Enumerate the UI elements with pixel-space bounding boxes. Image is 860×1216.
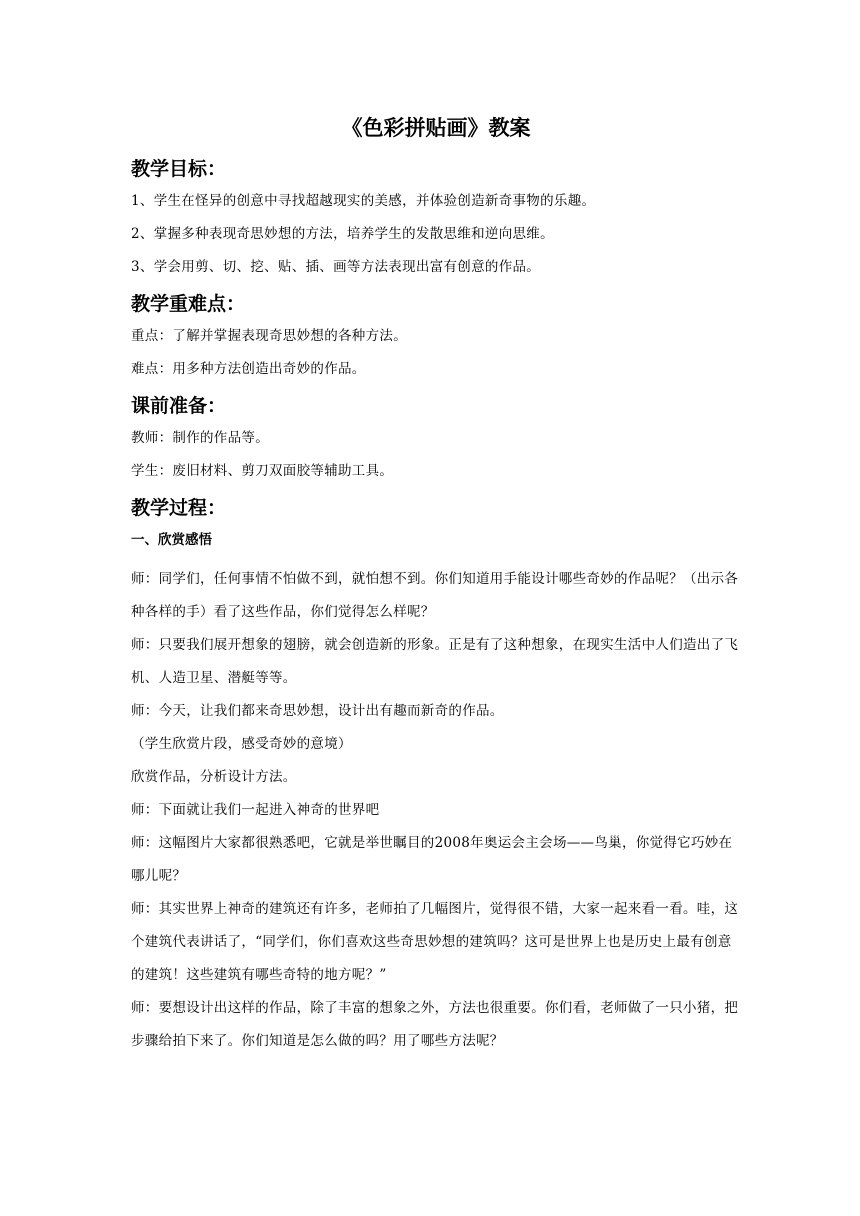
process-paragraph-1: 师：同学们，任何事情不怕做不到，就怕想不到。你们知道用手能设计哪些奇妙的作品呢？（出示各种各样的手）看了这些作品，你们觉得怎么样呢？	[131, 571, 739, 620]
preparation-item-1: 教师：制作的作品等。	[131, 430, 269, 446]
objectives-heading: 教学目标：	[131, 158, 227, 180]
process-paragraph-2: 师：只要我们展开想象的翅膀，就会创造新的形象。正是有了这种想象，在现实生活中人们造出了飞机、人造卫星、潜艇等等。	[131, 637, 739, 686]
process-subheading: 一、欣赏感悟	[131, 532, 212, 548]
key-point-item-2: 难点：用多种方法创造出奇妙的作品。	[131, 361, 366, 377]
preparation-item-2: 学生：废旧材料、剪刀双面胶等辅助工具。	[131, 463, 394, 479]
key-point-item-1: 重点：了解并掌握表现奇思妙想的各种方法。	[131, 328, 407, 344]
process-paragraph-8: 师：其实世界上神奇的建筑还有许多，老师拍了几幅图片，觉得很不错，大家一起来看一看。哇，这个建筑代表讲话了，“同学们，你们喜欢这些奇思妙想的建筑吗？这可是世界上也是历史上最有创意的建筑！这些建筑有哪些奇特的地方呢？”	[131, 901, 739, 983]
process-paragraph-3: 师：今天，让我们都来奇思妙想，设计出有趣而新奇的作品。	[131, 703, 504, 719]
process-heading: 教学过程：	[131, 497, 227, 519]
objective-item-3: 3、学会用剪、切、挖、贴、插、画等方法表现出富有创意的作品。	[131, 259, 541, 275]
process-paragraph-4: （学生欣赏片段，感受奇妙的意境）	[131, 736, 352, 752]
process-paragraph-7: 师：这幅图片大家都很熟悉吧，它就是举世瞩目的2008年奥运会主会场——鸟巢，你觉得它巧妙在哪儿呢？	[131, 835, 733, 884]
objective-item-1: 1、学生在怪异的创意中寻找超越现实的美感，并体验创造新奇事物的乐趣。	[131, 193, 596, 209]
objective-item-2: 2、掌握多种表现奇思妙想的方法，培养学生的发散思维和逆向思维。	[131, 226, 554, 242]
process-paragraph-9: 师：要想设计出这样的作品，除了丰富的想象之外，方法也很重要。你们看，老师做了一只小猪，把步骤给拍下来了。你们知道是怎么做的吗？用了哪些方法呢？	[131, 1000, 739, 1049]
preparation-heading: 课前准备：	[131, 395, 227, 417]
process-paragraph-5: 欣赏作品，分析设计方法。	[131, 769, 297, 785]
key-points-heading: 教学重难点：	[131, 293, 246, 315]
process-paragraph-6: 师：下面就让我们一起进入神奇的世界吧	[131, 802, 380, 818]
document-content	[131, 113, 741, 1058]
document-title: 《色彩拼贴画》教案	[341, 116, 531, 140]
